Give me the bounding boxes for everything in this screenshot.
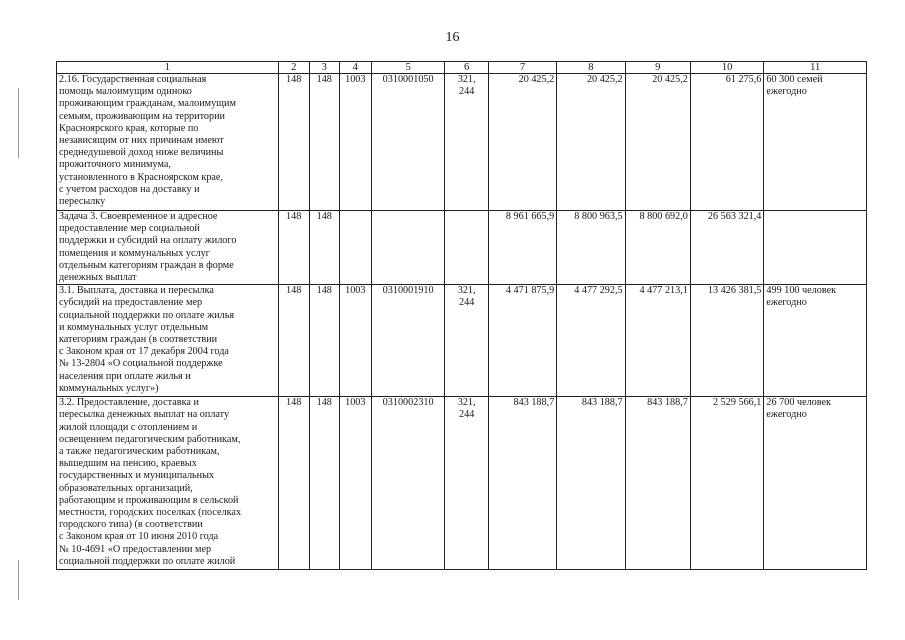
- column-header: 2: [278, 62, 309, 74]
- cell-c4: 1003: [339, 397, 371, 570]
- cell-c11: 499 100 человек ежегодно: [764, 285, 867, 397]
- cell-c9: 20 425,2: [625, 74, 690, 211]
- cell-c3: 148: [309, 211, 339, 285]
- cell-c11: 60 300 семей ежегодно: [764, 74, 867, 211]
- cell-c4: [339, 211, 371, 285]
- cell-c3: 148: [309, 285, 339, 397]
- cell-c6: 321, 244: [445, 397, 489, 570]
- table-row: [57, 211, 867, 285]
- budget-table: [56, 61, 867, 570]
- table-row: [57, 397, 867, 570]
- header-row: [57, 62, 867, 74]
- cell-c10: 26 563 321,4: [690, 211, 764, 285]
- cell-c8: 4 477 292,5: [557, 285, 625, 397]
- cell-c2: 148: [278, 74, 309, 211]
- cell-c5: [371, 211, 445, 285]
- cell-c6: 321, 244: [445, 285, 489, 397]
- cell-c10: 13 426 381,5: [690, 285, 764, 397]
- cell-c11: [764, 211, 867, 285]
- cell-c5: 0310002310: [371, 397, 445, 570]
- row-description-text: 3.2. Предоставление, доставка и пересылка денежных выплат на оплату жилой площади с отоплением и освещением педагогическим работникам, а также педагогическим работникам, вышедшим на пенсию, краевых государственных и муниципальных образовательных организаций, работающим и проживающим в сельской местности, городских поселках (поселках городского типа) (в соответствии с Законом края от 10 июня 2010 года № 10-4691 «О предоставлении мер социальной поддержки по оплате жилой: [59, 397, 242, 567]
- cell-c7: 8 961 665,9: [488, 211, 556, 285]
- cell-c8: 843 188,7: [557, 397, 625, 570]
- row-description-text: Задача 3. Своевременное и адресное предоставление мер социальной поддержки и субсидий на оплату жилого помещения и коммунальных услуг отдельным категориям граждан в форме денежных выплат: [59, 211, 237, 284]
- column-header: 7: [488, 62, 556, 74]
- page-number: 16: [445, 30, 460, 45]
- cell-c4: 1003: [339, 285, 371, 397]
- cell-c3: 148: [309, 397, 339, 570]
- column-header: 10: [690, 62, 764, 74]
- column-header: 4: [339, 62, 371, 74]
- row-description: [57, 397, 279, 570]
- row-description: [57, 211, 279, 285]
- column-header: 6: [445, 62, 489, 74]
- cell-c2: 148: [278, 285, 309, 397]
- cell-c9: 4 477 213,1: [625, 285, 690, 397]
- cell-c7: 20 425,2: [488, 74, 556, 211]
- cell-c10: 61 275,6: [690, 74, 764, 211]
- cell-c8: 8 800 963,5: [557, 211, 625, 285]
- column-header: 1: [57, 62, 279, 74]
- cell-c7: 843 188,7: [488, 397, 556, 570]
- cell-c3: 148: [309, 74, 339, 211]
- cell-c4: 1003: [339, 74, 371, 211]
- cell-c9: 8 800 692,0: [625, 211, 690, 285]
- scan-margin-mark: [18, 560, 19, 600]
- row-description-text: 2.16. Государственная социальная помощь малоимущим одиноко проживающим гражданам, малоимущим семьям, проживающим на территории Красноярского края, которые по независящим от них причинам имеют среднедушевой доход ниже величины прожиточного минимума, установленного в Красноярском крае, с учетом расходов на доставку и пересылку: [59, 74, 236, 208]
- column-header: 11: [764, 62, 867, 74]
- cell-c10: 2 529 566,1: [690, 397, 764, 570]
- scan-margin-mark: [18, 88, 19, 158]
- table-row: [57, 285, 867, 397]
- table-row: [57, 74, 867, 211]
- cell-c8: 20 425,2: [557, 74, 625, 211]
- row-description: [57, 74, 279, 211]
- row-description-text: 3.1. Выплата, доставка и пересылка субсидий на предоставление мер социальной поддержки по оплате жилья и коммунальных услуг отдельным категориям граждан (в соответствии с Законом края от 17 декабря 2004 года № 13-2804 «О социальной поддержке населения при оплате жилья и коммунальных услуг»): [59, 285, 235, 394]
- cell-c9: 843 188,7: [625, 397, 690, 570]
- cell-c11: 26 700 человек ежегодно: [764, 397, 867, 570]
- cell-c2: 148: [278, 211, 309, 285]
- column-header: 5: [371, 62, 445, 74]
- cell-c5: 0310001050: [371, 74, 445, 211]
- column-header: 3: [309, 62, 339, 74]
- column-header: 8: [557, 62, 625, 74]
- row-description: [57, 285, 279, 397]
- cell-c6: 321, 244: [445, 74, 489, 211]
- cell-c6: [445, 211, 489, 285]
- cell-c5: 0310001910: [371, 285, 445, 397]
- column-header: 9: [625, 62, 690, 74]
- cell-c2: 148: [278, 397, 309, 570]
- cell-c7: 4 471 875,9: [488, 285, 556, 397]
